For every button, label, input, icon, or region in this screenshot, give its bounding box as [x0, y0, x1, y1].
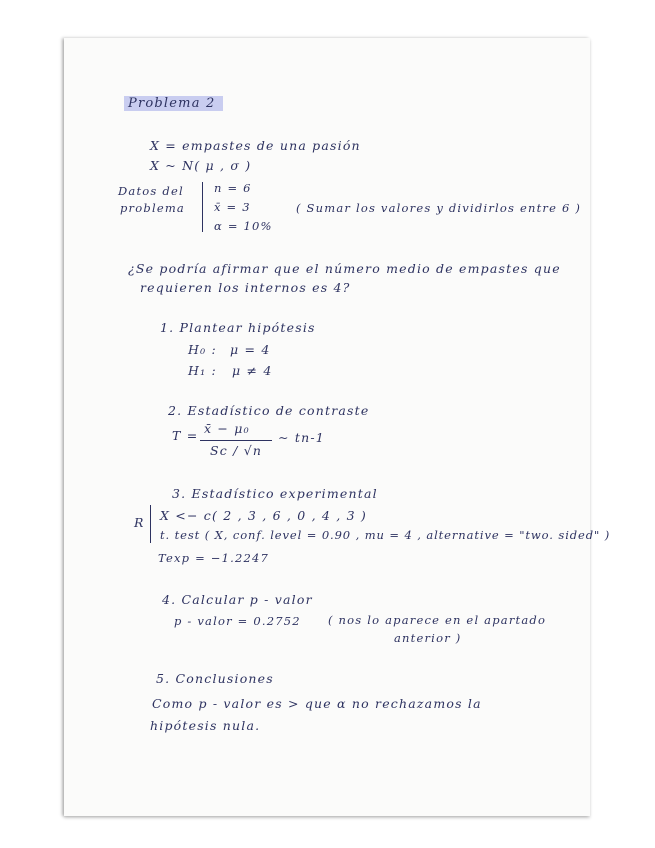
- statistic-distribution: ∼ tn-1: [278, 430, 325, 445]
- fraction-bar: [200, 440, 272, 441]
- datos-n: n = 6: [214, 181, 252, 195]
- h1-label: H₁ :: [188, 363, 217, 378]
- step-5-title: 5. Conclusiones: [156, 671, 274, 686]
- datos-label-line-1: Datos del: [118, 184, 184, 198]
- step-3-title: 3. Estadístico experimental: [172, 486, 378, 501]
- h0-label: H₀ :: [188, 342, 217, 357]
- fraction-denominator: Sc / √n: [210, 443, 263, 458]
- question-line-2: requieren los internos es 4?: [140, 280, 351, 295]
- fraction-numerator: x̄ − μ₀: [204, 421, 250, 436]
- page-title: Problema 2: [124, 96, 223, 111]
- r-code-line-1: X <− c( 2 , 3 , 6 , 0 , 4 , 3 ): [160, 508, 368, 523]
- pvalue-note-line-2: anterior ): [394, 631, 462, 645]
- variable-definition: X = empastes de una pasión: [150, 138, 361, 153]
- step-4-title: 4. Calcular p - valor: [162, 592, 313, 607]
- conclusion-line-2: hipótesis nula.: [150, 718, 261, 733]
- conclusion-line-1: Como p - valor es > que α no rechazamos la: [152, 696, 482, 711]
- h0-value: μ = 4: [230, 342, 271, 357]
- step-2-title: 2. Estadístico de contraste: [168, 403, 370, 418]
- h1-value: μ ≠ 4: [232, 363, 273, 378]
- statistic-lhs: T =: [172, 428, 199, 443]
- step-1-title: 1. Plantear hipótesis: [160, 320, 316, 335]
- pvalue: p - valor = 0.2752: [174, 614, 301, 628]
- pvalue-note-line-1: ( nos lo aparece en el apartado: [328, 613, 547, 627]
- question-line-1: ¿Se podría afirmar que el número medio de empastes que: [128, 261, 561, 276]
- datos-xbar: x̄ = 3: [214, 200, 251, 214]
- variable-distribution: X ~ N( μ , σ ): [150, 158, 252, 173]
- r-code-brace: [150, 505, 151, 543]
- r-code-line-2: t. test ( X, conf. level = 0.90 , mu = 4 , alternative = "two. sided" ): [160, 528, 611, 542]
- datos-note: ( Sumar los valores y dividirlos entre 6 ): [296, 201, 582, 215]
- datos-label-line-2: problema: [120, 201, 185, 215]
- texp-value: Texp = −1.2247: [158, 551, 270, 565]
- datos-brace: [202, 182, 203, 232]
- datos-alpha: α = 10%: [214, 219, 273, 233]
- r-label: R: [134, 515, 145, 530]
